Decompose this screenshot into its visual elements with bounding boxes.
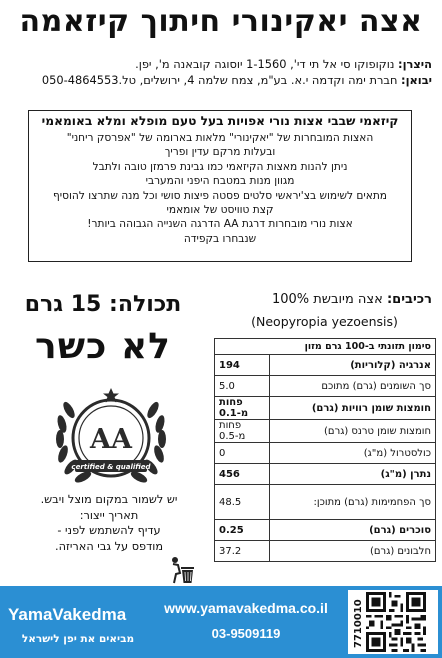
promo-line: ניתן להנות מאצות הקיזאמי כמו גבינת פרמזן טובה ולתבל [92,160,348,173]
table-row [215,376,436,397]
promo-headline: קיזאמי שבבי אצות נורי אפויות בעל טעם מופלא ומלא באומאמי [41,114,399,128]
promo-line: מתאים לשימוש בצ'יראשי סלטים פסטה פיצות סושי וכל מנה שתרצו להוסיף [53,189,387,202]
storage-line: מודפס על גבי האריזה. [55,539,163,553]
nutrient-value: 194 [215,355,270,376]
ingredients-latin: (Neopyropia yezoensis) [251,314,398,329]
brand-logo [8,602,146,628]
ingredients-text: אצה מיובשת 100% [271,292,383,307]
table-row [215,464,436,485]
nutrient-value: 48.5 [215,485,270,520]
nutrient-label: כולסטרול (מ"ג) [270,443,436,464]
promo-box [28,110,412,262]
manufacturer-label: היצרן: [398,57,432,71]
importer-label: יבואן: [401,73,432,87]
nutrient-value: 5.0 [215,376,270,397]
promo-line: קצת טוויסט של אומאמי [166,204,274,217]
net-weight: תכולה: 15 גרם [24,292,182,317]
table-row [215,355,436,376]
table-row [215,443,436,464]
nutrient-value: 456 [215,464,270,485]
nutrient-value: 0 [215,443,270,464]
importer-text: חברת ימה וקדמה י.א. בע"מ, צמח שלמה 4, ירושלים, טל.050-4864553 [41,73,398,87]
product-title: אצה יאקינורי חיתוך קיזאמה [19,4,423,39]
manufacturer-info [8,56,432,88]
website-link[interactable]: www.yamavakedma.co.il [164,600,328,616]
manufacturer-text: נוקופוקו סי אל תי די', 1-1560 יוסוגה קובאנה מ', יפן. [135,57,395,71]
nutrition-table [214,338,436,562]
promo-line: אצות נורי מובחרות דרגת AA הדרגה השנייה הגבוהה ביותר! [87,218,353,231]
badge-text: certified & qualified [71,463,151,471]
nutrition-header: סימון תזונתי ב-100 גרם מזון [215,339,436,355]
laurel-badge-icon [47,380,175,492]
brand-slogan: מביאים את יפן לישראל [21,633,135,645]
nutrient-label: סך השומנים (גרם) מתוכם [270,376,436,397]
manufacturer-line [8,56,432,72]
kosher-status: לא כשר [35,326,171,367]
nutrient-value: 0.25 [215,520,270,541]
storage-line: תאריך ייצור: [79,508,139,522]
promo-line: ובעלות מרקם עדין ופריך [164,146,276,159]
nutrient-value: פחות מ-0.1 [215,397,270,420]
storage-line: עדיף להשתמש לפני - [57,524,161,537]
trash-bin-icon [170,556,196,584]
badge-grade: AA [90,424,132,455]
table-row [215,485,436,520]
importer-line [8,72,432,88]
nutrient-label: אנרגיה (קלוריות) [270,355,436,376]
table-row [215,420,436,443]
table-row [215,520,436,541]
nutrient-value: 37.2 [215,541,270,562]
table-row [215,397,436,420]
storage-line: יש לשמור במקום מוצל ויבש. [40,493,178,506]
storage-instructions [20,492,198,554]
ingredients [217,292,432,308]
nutrient-label: חלבונים (גרם) [270,541,436,562]
promo-line: שנבחרו בקפידה [183,232,257,245]
brand-logo-text: YamaVakedma [8,605,127,624]
nutrient-value: פחות מ-0.5 [215,420,270,443]
product-code: 7710010 [353,599,364,648]
nutrient-label: סוכרים (גרם) [270,520,436,541]
nutrient-label: נתרן (מ"ג) [270,464,436,485]
nutrient-label: חומצות שומן טרנס (גרם) [270,420,436,443]
qr-code-icon[interactable] [366,592,426,652]
table-row [215,541,436,562]
ingredients-label: רכיבים: [386,292,432,307]
promo-line: האצות המובחרות של "יאקינורי" מלאות בארומה של "אפרסק ריחני" [66,132,374,144]
nutrient-label: חומצות שומן רוויות (גרם) [270,397,436,420]
promo-line: מגוון מנות במטבח היפני והמערבי [145,175,295,188]
phone-number: 03-9509119 [211,626,281,641]
nutrient-label: סך הפחמימות (גרם) מתוכן: [270,485,436,520]
vertical-code [352,594,364,650]
